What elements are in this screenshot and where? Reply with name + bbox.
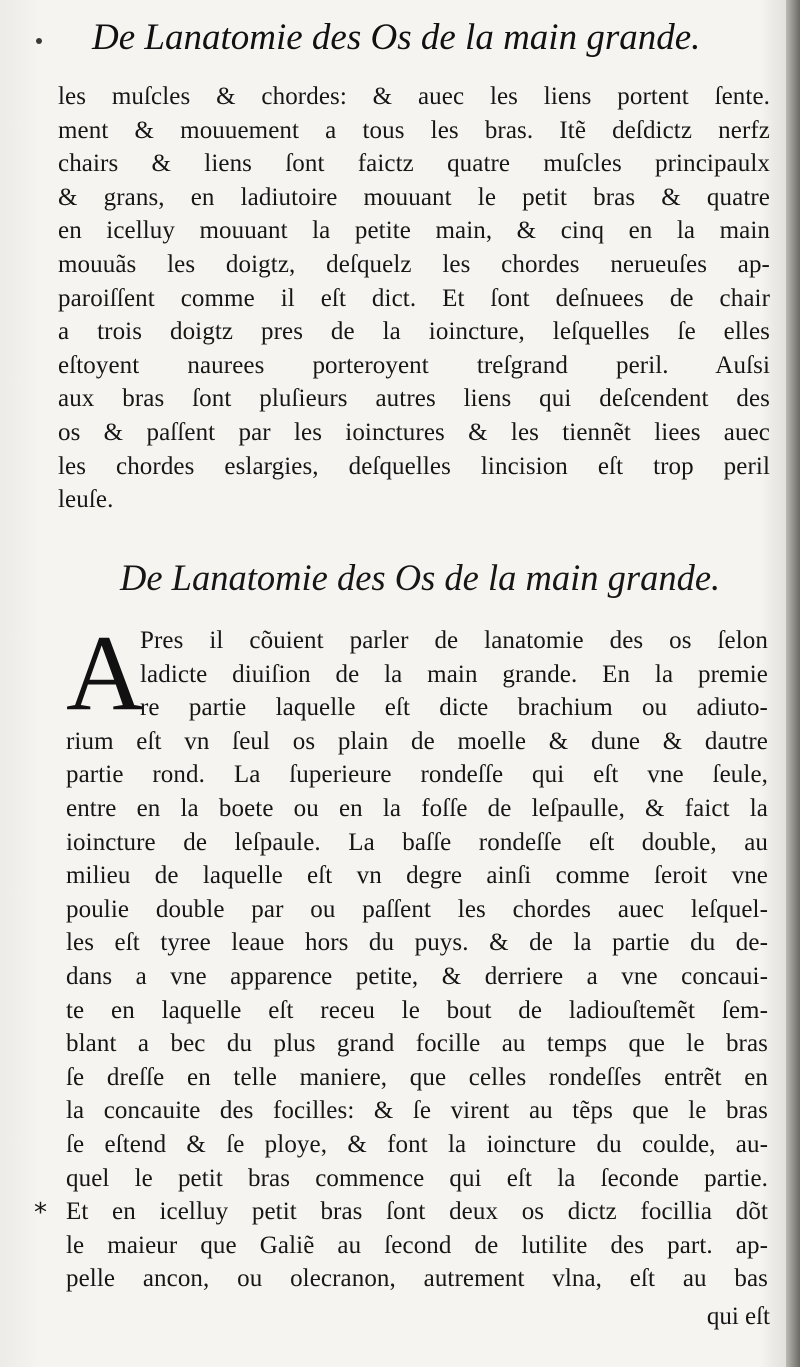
text-line: paroiſſent comme il eſt dict. Et ſont deſnuees de chair (58, 284, 770, 312)
paragraph-2 (66, 614, 768, 1296)
text-line: Pres il cõuient parler de lanatomie des os ſelon (140, 627, 768, 654)
text-line: te en laquelle eſt receu le bout de ladiouſtemẽt ſem- (66, 996, 768, 1024)
text-line: ſe eſtend & ſe ploye, & font la ioincture du coulde, au- (66, 1130, 768, 1158)
text-line: poulie double par ou paſſent les chordes auec leſquel- (66, 895, 768, 923)
text-line: les eſt tyree leaue hors du puys. & de la partie du de- (66, 929, 768, 957)
drop-cap: A (66, 614, 144, 733)
margin-asterisk: * (34, 1198, 47, 1228)
text-line: Et en icelluy petit bras ſont deux os dictz focillia dõt (66, 1198, 768, 1226)
margin-dot (36, 38, 42, 44)
text-line: les chordes eslargies, deſquelles lincision eſt trop peril (58, 452, 770, 480)
text-line: entre en la boete ou en la foſſe de leſpaulle, & faict la (66, 794, 768, 822)
text-line: mouuãs les doigtz, deſquelz les chordes nerueuſes ap- (58, 250, 770, 278)
text-line: eſtoyent naurees porteroyent treſgrand peril. Auſsi (58, 351, 770, 379)
text-line: ladicte diuiſion de la main grande. En la premie (140, 660, 768, 688)
catchword: qui eſt (706, 1303, 770, 1330)
text-line: dans a vne apparence petite, & derriere a vne concaui- (66, 962, 768, 990)
text-line: les muſcles & chordes: & auec les liens portent ſente. (58, 83, 770, 110)
page-edge (786, 0, 800, 1367)
text-line: ſe dreſſe en telle maniere, que celles rondeſſes entrẽt en (66, 1063, 768, 1091)
text-line: ioincture de leſpaule. La baſſe rondeſſe eſt double, au (66, 828, 768, 856)
section-heading: De Lanatomie des Os de la main grande. (120, 557, 721, 598)
running-head: De Lanatomie des Os de la main grande. (92, 17, 701, 58)
text-line: a trois doigtz pres de la ioincture, leſquelles ſe elles (58, 318, 770, 346)
text-line: aux bras ſont pluſieurs autres liens qui deſcendent des (58, 385, 770, 413)
text-line: rium eſt vn ſeul os plain de moelle & dune & dautre (66, 727, 768, 755)
text-line: chairs & liens ſont faictz quatre muſcles principaulx (58, 150, 770, 178)
text-line: la concauite des focilles: & ſe virent au tẽps que le bras (66, 1097, 768, 1125)
text-line-last: leuſe. (58, 486, 114, 514)
text-line: ment & mouuement a tous les bras. Itẽ deſdictz nerfz (58, 116, 770, 144)
text-line: milieu de laquelle eſt vn degre ainſi comme ſeroit vne (66, 862, 768, 890)
text-line: & grans, en ladiutoire mouuant le petit bras & quatre (58, 183, 770, 211)
text-line: en icelluy mouuant la petite main, & cinq en la main (58, 217, 770, 245)
text-line: partie rond. La ſuperieure rondeſſe qui eſt vne ſeule, (66, 761, 768, 789)
text-line: pelle ancon, ou olecranon, autrement vlna, eſt au bas (66, 1265, 768, 1293)
text-line: os & paſſent par les ioinctures & les tiennẽt liees auec (58, 418, 770, 446)
text-line: blant a bec du plus grand focille au temps que le bras (66, 1030, 768, 1058)
paragraph-1 (58, 80, 770, 517)
text-line: le maieur que Galiẽ au ſecond de lutilite des part. ap- (66, 1231, 768, 1259)
text-line: re partie laquelle eſt dicte brachium ou adiuto- (140, 694, 768, 722)
text-line: quel le petit bras commence qui eſt la ſeconde partie. (66, 1164, 768, 1192)
